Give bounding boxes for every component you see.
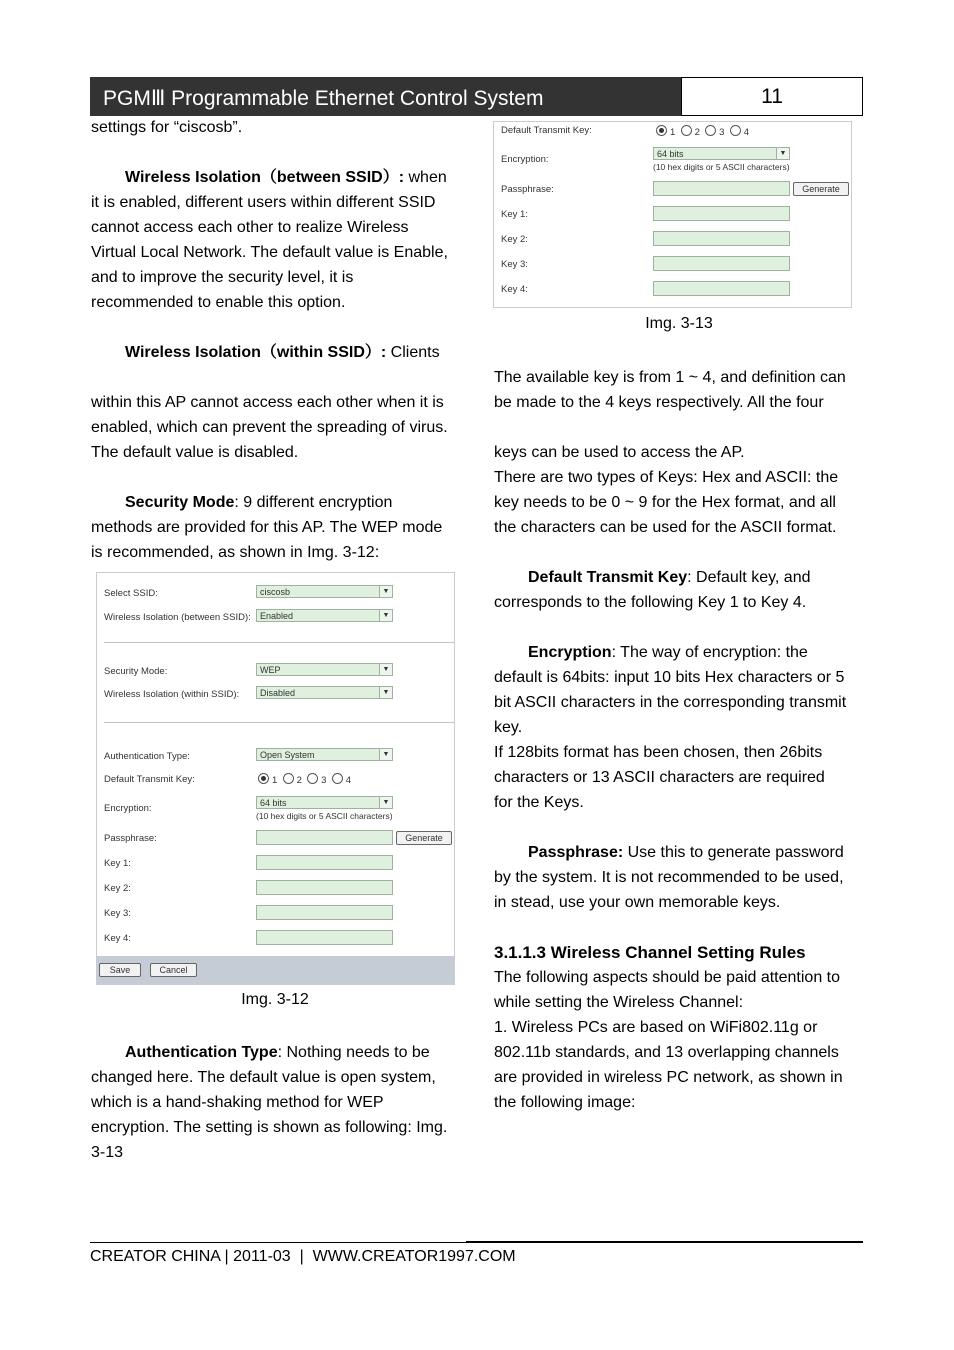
key2-input[interactable] — [256, 880, 393, 895]
radio-key-2[interactable] — [283, 773, 294, 784]
key3-input[interactable] — [653, 256, 790, 271]
footer-company: CREATOR CHINA — [90, 1248, 221, 1265]
pass-text: Use this to generate password — [623, 844, 844, 861]
security-mode-label: Security Mode: — [104, 666, 168, 677]
encryption-dropdown[interactable] — [256, 796, 393, 809]
figure-caption-3-12: Img. 3-12 — [241, 991, 309, 1008]
iso-within-line-2: enabled, which can prevent the spreading of virus. — [91, 419, 448, 436]
key4-input[interactable] — [256, 930, 393, 945]
iso-between-line-2: cannot access each other to realize Wireless — [91, 219, 409, 236]
passphrase-label: Passphrase: — [501, 184, 554, 195]
generate-button[interactable]: Generate — [793, 182, 849, 196]
iso-within-line-3: The default value is disabled. — [91, 444, 299, 461]
iso-between-line-5: recommended to enable this option. — [91, 294, 346, 311]
page-number-box — [681, 77, 863, 116]
pass-line-2: in stead, use your own memorable keys. — [494, 894, 781, 911]
key2-label: Key 2: — [501, 234, 528, 245]
radio-label: 1 — [670, 127, 676, 138]
page-footer — [90, 1248, 516, 1266]
select-ssid-value: ciscosb — [260, 587, 291, 597]
iso-within-dropdown[interactable] — [256, 686, 393, 699]
chevron-down-icon: ▼ — [379, 664, 392, 675]
auth-line-4: 3-13 — [91, 1144, 124, 1161]
encryption-dropdown[interactable] — [653, 147, 790, 160]
key4-label: Key 4: — [104, 933, 131, 944]
avail2-line-4: the characters can be used for the ASCII format. — [494, 519, 837, 536]
key1-label: Key 1: — [104, 858, 131, 869]
footer-separator: | — [224, 1248, 229, 1265]
encryption-label: Encryption: — [501, 154, 549, 165]
left-column-bottom — [91, 1040, 471, 1165]
key3-input[interactable] — [256, 905, 393, 920]
dtk-term: Default Transmit Key — [528, 569, 688, 586]
security-mode-line-1: methods are provided for this AP. The WEP mode — [91, 519, 443, 536]
select-ssid-dropdown[interactable] — [256, 585, 393, 598]
default-key-radio-group — [258, 773, 351, 786]
enc-first-line — [494, 640, 874, 665]
save-button[interactable]: Save — [99, 963, 141, 977]
radio-key-1[interactable] — [656, 125, 667, 136]
footer-rule-thick — [466, 1241, 863, 1243]
security-mode-text: : 9 different encryption — [234, 494, 393, 511]
key4-label: Key 4: — [501, 284, 528, 295]
footer-url: WWW.CREATOR1997.COM — [312, 1248, 516, 1265]
section-line-2: while setting the Wireless Channel: — [494, 994, 744, 1011]
radio-key-4[interactable] — [332, 773, 343, 784]
key3-label: Key 3: — [501, 259, 528, 270]
radio-label: 2 — [296, 775, 302, 786]
radio-key-1[interactable] — [258, 773, 269, 784]
left-column-top — [91, 115, 471, 565]
chevron-down-icon: ▼ — [379, 610, 392, 621]
auth-type-value: Open System — [260, 750, 315, 760]
auth-type-first-line — [91, 1040, 471, 1065]
chevron-down-icon: ▼ — [776, 148, 789, 159]
encryption-note: (10 hex digits or 5 ASCII characters) — [653, 162, 790, 172]
key3-label: Key 3: — [104, 908, 131, 919]
section-line-1: The following aspects should be paid attention to — [494, 969, 841, 986]
iso-within-line-1: within this AP cannot access each other when it is — [91, 394, 444, 411]
security-mode-value: WEP — [260, 665, 281, 675]
auth-line-1: changed here. The default value is open system, — [91, 1069, 436, 1086]
enc-text: : The way of encryption: the — [611, 644, 808, 661]
iso-between-label: Wireless Isolation (between SSID): — [104, 612, 251, 623]
passphrase-label: Passphrase: — [104, 833, 157, 844]
iso-between-dropdown[interactable] — [256, 609, 393, 622]
iso-within-first-line — [91, 340, 471, 365]
iso-between-term: Wireless Isolation（between SSID）: — [125, 169, 405, 186]
auth-line-3: encryption. The setting is shown as following: Img. — [91, 1119, 448, 1136]
section-line-6: the following image: — [494, 1094, 636, 1111]
security-mode-dropdown[interactable] — [256, 663, 393, 676]
enc-term: Encryption — [528, 644, 612, 661]
enc-line-1: default is 64bits: input 10 bits Hex characters or 5 — [494, 669, 845, 686]
avail2-line-2: There are two types of Keys: Hex and ASCII: the — [494, 469, 839, 486]
iso-within-text: Clients — [386, 344, 440, 361]
document-title: PGMⅢ Programmable Ethernet Control System — [103, 87, 544, 110]
auth-line-2: which is a hand-shaking method for WEP — [91, 1094, 384, 1111]
passphrase-input[interactable] — [256, 830, 393, 845]
dtk-line-1: corresponds to the following Key 1 to Key 4. — [494, 594, 807, 611]
iso-between-first-line — [91, 165, 471, 190]
section-line-5: are provided in wireless PC network, as shown in — [494, 1069, 843, 1086]
iso-within-term: Wireless Isolation（within SSID）: — [125, 344, 387, 361]
wep-keys-screenshot — [493, 121, 852, 308]
dtk-text: : Default key, and — [687, 569, 811, 586]
iso-within-label: Wireless Isolation (within SSID): — [104, 689, 240, 700]
encryption-value: 64 bits — [260, 798, 287, 808]
enc-line-6: for the Keys. — [494, 794, 584, 811]
radio-label: 4 — [345, 775, 352, 786]
radio-key-3[interactable] — [705, 125, 716, 136]
key1-label: Key 1: — [501, 209, 528, 220]
generate-button[interactable]: Generate — [396, 831, 452, 845]
divider — [104, 642, 454, 643]
radio-key-3[interactable] — [307, 773, 318, 784]
key4-input[interactable] — [653, 281, 790, 296]
iso-between-line-3: Virtual Local Network. The default value is Enable, — [91, 244, 448, 261]
figure-caption-3-13: Img. 3-13 — [645, 315, 713, 332]
avail2-line-1: keys can be used to access the AP. — [494, 444, 745, 461]
default-key-label: Default Transmit Key: — [104, 774, 195, 785]
footer-date: 2011-03 — [233, 1248, 291, 1265]
chevron-down-icon: ▼ — [379, 586, 392, 597]
divider — [104, 722, 454, 723]
iso-between-text: when — [404, 169, 447, 186]
radio-label: 3 — [321, 775, 327, 786]
key1-input[interactable] — [653, 206, 790, 221]
enc-line-3: key. — [494, 719, 523, 736]
radio-label: 4 — [743, 127, 750, 138]
action-bar — [97, 956, 454, 984]
select-ssid-label: Select SSID: — [104, 588, 158, 599]
auth-type-text: : Nothing needs to be — [277, 1044, 430, 1061]
enc-line-2: bit ASCII characters in the corresponding transmit — [494, 694, 847, 711]
section-heading: 3.1.1.3 Wireless Channel Setting Rules — [494, 943, 806, 962]
radio-label: 3 — [719, 127, 725, 138]
encryption-label: Encryption: — [104, 803, 152, 814]
chevron-down-icon: ▼ — [379, 749, 392, 760]
avail2-line-3: key needs to be 0 ~ 9 for the Hex format, and all — [494, 494, 836, 511]
encryption-value: 64 bits — [657, 149, 684, 159]
radio-label: 2 — [694, 127, 700, 138]
page-number: 11 — [761, 85, 783, 108]
auth-type-label: Authentication Type: — [104, 751, 190, 762]
wep-settings-screenshot — [96, 572, 455, 985]
chevron-down-icon: ▼ — [379, 797, 392, 808]
security-mode-line-2: is recommended, as shown in Img. 3-12: — [91, 544, 380, 561]
cancel-button[interactable]: Cancel — [150, 963, 197, 977]
default-key-radio-group — [656, 125, 749, 138]
page-header — [90, 77, 863, 116]
radio-key-4[interactable] — [730, 125, 741, 136]
right-column — [494, 365, 874, 1115]
iso-within-value: Disabled — [260, 688, 296, 698]
header-title-bar — [90, 77, 681, 116]
key1-input[interactable] — [256, 855, 393, 870]
default-key-label: Default Transmit Key: — [501, 125, 592, 136]
auth-type-dropdown[interactable] — [256, 748, 393, 761]
avail-line-2: be made to the 4 keys respectively. All the four — [494, 394, 824, 411]
radio-label: 1 — [272, 775, 278, 786]
iso-between-line-1: it is enabled, different users within different SSID — [91, 194, 436, 211]
passphrase-input[interactable] — [653, 181, 790, 196]
iso-between-line-4: and to improve the security level, it is — [91, 269, 354, 286]
chevron-down-icon: ▼ — [379, 687, 392, 698]
pass-line-1: by the system. It is not recommended to be used, — [494, 869, 844, 886]
auth-type-term: Authentication Type — [125, 1044, 278, 1061]
enc-line-5: characters or 13 ASCII characters are required — [494, 769, 825, 786]
iso-between-value: Enabled — [260, 611, 294, 621]
security-mode-first-line — [91, 490, 471, 515]
radio-key-2[interactable] — [681, 125, 692, 136]
avail-line-1: The available key is from 1 ~ 4, and definition can — [494, 369, 846, 386]
pass-term: Passphrase: — [528, 844, 624, 861]
security-mode-term: Security Mode — [125, 494, 235, 511]
section-line-3: 1. Wireless PCs are based on WiFi802.11g or — [494, 1019, 818, 1036]
key2-input[interactable] — [653, 231, 790, 246]
key2-label: Key 2: — [104, 883, 131, 894]
paragraph-settings: settings for “ciscosb”. — [91, 119, 243, 136]
section-line-4: 802.11b standards, and 13 overlapping channels — [494, 1044, 839, 1061]
enc-line-4: If 128bits format has been chosen, then 26bits — [494, 744, 823, 761]
encryption-note: (10 hex digits or 5 ASCII characters) — [256, 811, 393, 821]
dtk-first-line — [494, 565, 874, 590]
footer-separator: | — [299, 1248, 304, 1265]
pass-first-line — [494, 840, 874, 865]
